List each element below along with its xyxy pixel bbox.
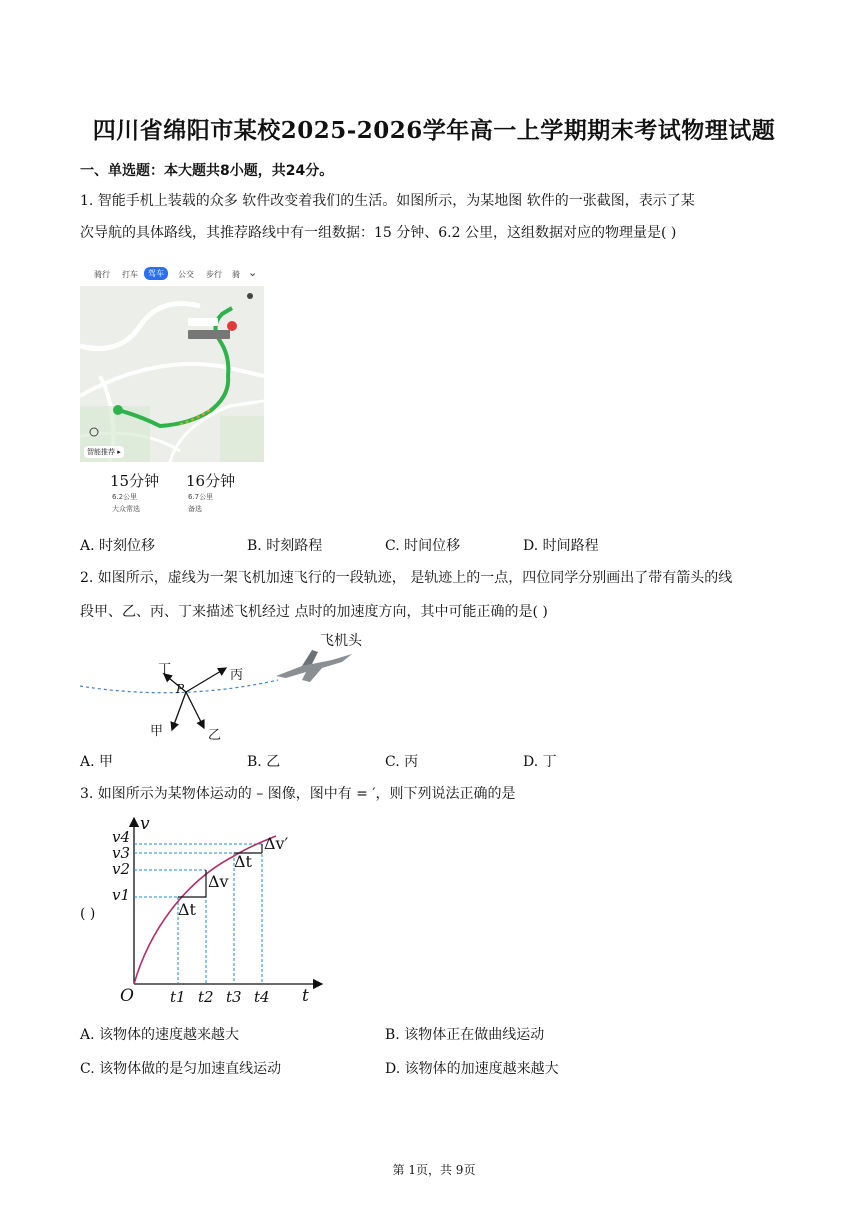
map-tab: 骑 (232, 270, 240, 279)
v1-label: v1 (112, 886, 131, 904)
delta-t-label-1: Δt (178, 900, 196, 919)
origin-label: O (120, 986, 134, 1006)
route2-distance: 6.7公里 (188, 493, 214, 501)
q2-text-line2: 段甲、乙、丙、丁来描述飞机经过 点时的加速度方向，其中可能正确的是( ) (80, 604, 548, 620)
map-screenshot (80, 262, 264, 522)
vt-graph-svg (104, 812, 334, 1012)
q2-figure (80, 628, 380, 744)
v3-label: v3 (112, 844, 131, 862)
delta-v-prime-label: Δv′ (264, 834, 289, 853)
label-jia: 甲 (150, 724, 164, 739)
vt-graph (104, 812, 334, 1012)
q1-option-c: C. 时间位移 (385, 538, 461, 554)
q1-option-d: D. 时间路程 (523, 538, 599, 554)
label-ding: 丁 (158, 662, 172, 677)
map-tab: 骑行 (94, 270, 110, 279)
q1-text-line2: 次导航的具体路线，其推荐路线中有一组数据：15 分钟、6.2 公里，这组数据对应的物理量是( ) (80, 225, 677, 241)
page-footer: 第 1页，共 9页 (392, 1163, 476, 1177)
point-p-label: P (176, 682, 185, 696)
q3-option-d: D. 该物体的加速度越来越大 (385, 1061, 559, 1077)
q2-option-a: A. 甲 (80, 754, 114, 770)
route2-note: 备选 (188, 505, 202, 513)
map-route-svg (80, 286, 264, 462)
q3-option-c: C. 该物体做的是匀加速直线运动 (80, 1061, 282, 1077)
route1-note: 大众常选 (112, 505, 140, 513)
q1-option-b: B. 时刻路程 (247, 538, 323, 554)
q2-text-line1: 2. 如图所示，虚线为一架飞机加速飞行的一段轨迹， 是轨迹上的一点，四位同学分别画出了带有箭头的线 (80, 570, 733, 586)
t3-label: t3 (226, 988, 242, 1006)
t4-label: t4 (254, 988, 270, 1006)
route1-distance: 6.2公里 (112, 493, 138, 501)
delta-v-label: Δv (208, 872, 229, 891)
chevron-down-icon: ⌄ (248, 266, 258, 279)
q3-answer-paren: ( ) (80, 906, 96, 922)
map-tab-active: 驾车 (144, 267, 168, 280)
t1-label: t1 (170, 988, 186, 1006)
map-tab: 公交 (178, 270, 194, 279)
map-tab: 打车 (122, 270, 138, 279)
smart-recommend-button: 智能推荐 ▸ (84, 446, 124, 458)
route1-time: 15分钟 (110, 472, 160, 490)
map-tab-bar (80, 262, 264, 286)
airplane-icon (276, 650, 352, 682)
q3-text-line1: 3. 如图所示为某物体运动的 – 图像，图中有 = ′，则下列说法正确的是 (80, 786, 516, 802)
q2-option-c: C. 丙 (385, 754, 419, 770)
label-bing: 丙 (230, 668, 244, 683)
delta-t-label-2: Δt (234, 852, 252, 871)
q2-option-b: B. 乙 (247, 754, 281, 770)
q1-option-a: A. 时刻位移 (80, 538, 156, 554)
page-title: 四川省绵阳市某校2025-2026学年高一上学期期末考试物理试题 (92, 117, 776, 144)
t-axis-label: t (302, 986, 309, 1006)
q2-option-d: D. 丁 (523, 754, 557, 770)
q3-option-b: B. 该物体正在做曲线运动 (385, 1027, 545, 1043)
q3-option-a: A. 该物体的速度越来越大 (80, 1027, 240, 1043)
route-options (80, 462, 264, 522)
v4-label: v4 (112, 828, 131, 846)
label-yi: 乙 (208, 728, 222, 743)
plane-head-label: 飞机头 (320, 633, 362, 649)
route2-time: 16分钟 (186, 472, 236, 490)
section-heading: 一、单选题：本大题共8小题，共24分。 (80, 163, 334, 179)
map-view (80, 286, 264, 462)
q1-text-line1: 1. 智能手机上装载的众多 软件改变着我们的生活。如图所示，为某地图 软件的一张截图，表示了某 (80, 193, 695, 209)
t2-label: t2 (198, 988, 214, 1006)
v-axis-label: v (140, 814, 150, 834)
map-tab: 步行 (206, 270, 222, 279)
v2-label: v2 (112, 860, 131, 878)
